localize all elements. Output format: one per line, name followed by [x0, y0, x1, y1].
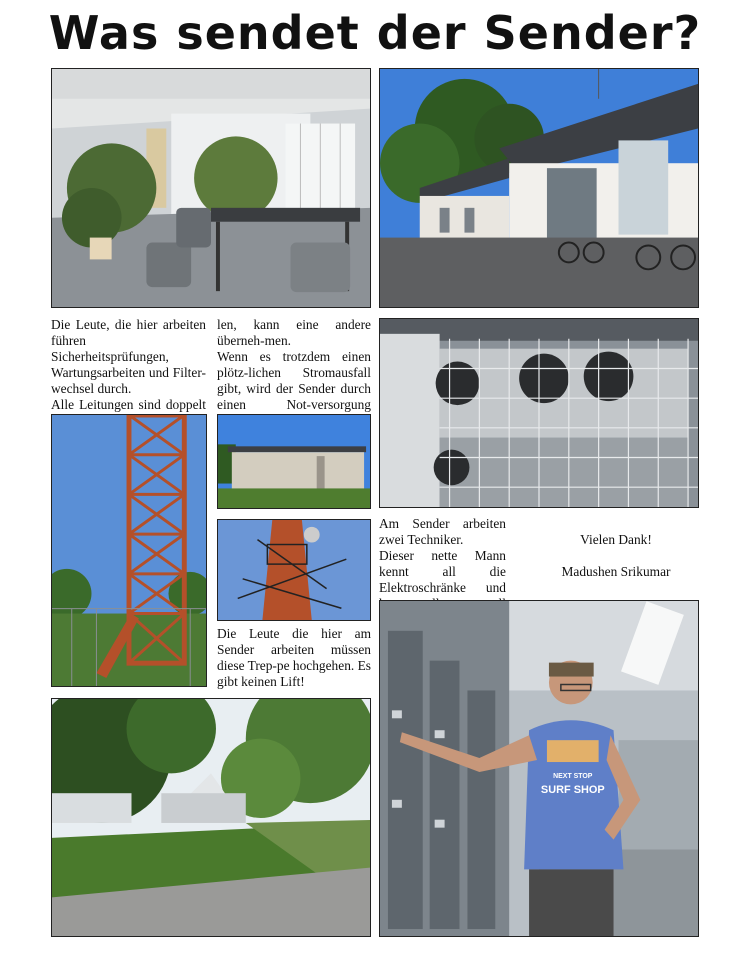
paragraph-maintenance: Die Leute, die hier arbeiten führen Sicherheitsprüfungen, Wartungsarbeiten und Filter-wechsel durch.: [51, 317, 206, 396]
shirt-print-line1: NEXT STOP: [553, 772, 593, 780]
page-title: Was sendet der Sender?: [48, 6, 702, 60]
paragraph-redundancy: Alle Leitungen sind doppelt: [51, 397, 206, 412]
photo-cooling-units: [379, 318, 699, 508]
paragraph-two-technicians: Am Sender arbeiten zwei Techniker.: [379, 516, 506, 547]
photo-garden: [51, 698, 371, 937]
paragraph-takeover: len, kann eine andere überneh-men.: [217, 317, 371, 348]
photo-antenna-mast: [217, 519, 371, 621]
photo-interior-room: [51, 68, 371, 308]
caption-stairs: [217, 626, 371, 690]
caption-stairs-text: Die Leute die hier am Sender arbeiten müssen diese Trep-pe hochgehen. Es gibt keinen Lift!: [217, 626, 371, 689]
text-column-1: [51, 317, 206, 429]
text-column-2: [217, 317, 371, 429]
paragraph-power-failure: Wenn es trotzdem einen plötz-lichen Stromausfall gibt, wird der Sender durch einen Not-versorgung: [217, 349, 371, 412]
photo-technician: [379, 600, 699, 937]
paragraph-nice-man: Dieser nette Mann kennt all die Elektroschränke und: [379, 548, 506, 595]
thanks-note: Vielen Dank!: [580, 532, 652, 547]
photo-flat-building: [217, 414, 371, 509]
photo-building-exterior: [379, 68, 699, 308]
shirt-print-line2: SURF SHOP: [540, 783, 605, 796]
author-name: Madushen Srikumar: [561, 564, 671, 579]
photo-transmitter-tower: [51, 414, 207, 687]
